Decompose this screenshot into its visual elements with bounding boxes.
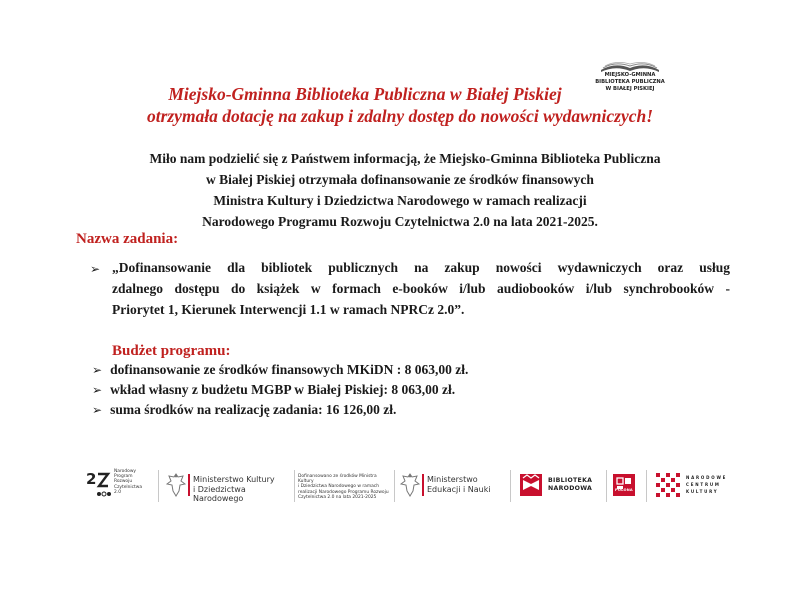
divider <box>294 470 295 502</box>
men-line: Ministerstwo <box>427 475 478 484</box>
nprcz-mark: 2 <box>86 470 97 488</box>
arrow-bullet-icon: ➢ <box>92 363 103 377</box>
funding-note-line: Czytelnictwa 2.0 na lata 2021-2025 <box>298 494 377 500</box>
headline-line-1: Miejsko-Gminna Biblioteka Publiczna w Białej Piskiej <box>168 84 562 104</box>
nprcz-line: Rozwoju <box>114 479 133 485</box>
task-line: Priorytet 1, Kierunek Interwencji 1.1 w ramach NPRCz 2.0”. <box>112 302 465 317</box>
task-heading: Nazwa zadania: <box>76 231 179 247</box>
bn-line: NARODOWA <box>548 484 593 492</box>
arrow-bullet-icon: ➢ <box>92 383 103 397</box>
arrow-bullet-icon: ➢ <box>92 403 103 417</box>
nck-line: KULTURY <box>686 489 719 494</box>
red-accent-bar <box>188 474 190 496</box>
library-logo-line: MIEJSKO-GMINNA <box>604 72 656 78</box>
budget-item <box>92 362 468 378</box>
budget-heading: Budżet programu: <box>112 343 231 359</box>
nprcz-line: Narodowy <box>114 469 137 474</box>
nprcz-line: 2.0 <box>114 489 121 495</box>
nck-pattern-icon <box>656 473 680 497</box>
sponsor-logos-footer <box>0 466 800 510</box>
arrow-bullet-icon: ➢ <box>90 262 101 276</box>
mkdn-line: i Dziedzictwa Narodowego <box>193 484 246 503</box>
men-logo <box>400 466 506 506</box>
polona-icon <box>613 474 635 496</box>
task-line: zdalnego dostępu do książek w formach e-booków i/lub audiobooków i/lub synchrobooków - <box>112 281 730 296</box>
nprcz-line: Czytelnictwa <box>114 484 143 490</box>
nprcz-emblem-icon <box>96 470 112 502</box>
nprcz-logo <box>86 466 152 506</box>
funding-note-line: Dofinansowano ze środków Ministra Kultury <box>298 474 377 485</box>
divider <box>646 470 647 502</box>
intro-line: Narodowego Programu Rozwoju Czytelnictwa 2.0 na lata 2021-2025. <box>202 214 598 229</box>
budget-item-text: suma środków na realizację zadania: 16 126,00 zł. <box>110 402 397 417</box>
headline-line-2: otrzymała dotację na zakup i zdalny dostęp do nowości wydawniczych! <box>146 106 654 126</box>
mkdn-logo <box>166 466 292 506</box>
budget-item-text: dofinansowanie ze środków finansowych MKiDN : 8 063,00 zł. <box>110 362 469 377</box>
divider <box>606 470 607 502</box>
budget-item-text: wkład własny z budżetu MGBP w Białej Piskiej: 8 063,00 zł. <box>110 382 456 397</box>
funding-note-line: i Dziedzictwa Narodowego w ramach <box>298 484 379 490</box>
intro-line: Ministra Kultury i Dziedzictwa Narodowego w ramach realizacji <box>213 193 587 208</box>
polish-eagle-icon <box>400 472 420 498</box>
red-accent-bar <box>422 474 424 496</box>
nck-line: CENTRUM <box>686 482 721 487</box>
task-line: „Dofinansowanie dla bibliotek publicznych na zakup nowości wydawniczych oraz usług <box>112 260 730 275</box>
library-logo-line: BIBLIOTEKA PUBLICZNA <box>595 79 665 85</box>
bn-logo <box>520 466 602 506</box>
bn-emblem-icon <box>520 474 542 496</box>
budget-item <box>92 402 396 418</box>
divider <box>510 470 511 502</box>
nck-logo <box>656 466 732 506</box>
men-line: Edukacji i Nauki <box>427 484 491 494</box>
nck-line: NARODOWE <box>686 475 728 480</box>
intro-line: Miło nam podzielić się z Państwem informacją, że Miejsko-Gminna Biblioteka Publiczna <box>149 151 661 166</box>
library-logo-line: W BIAŁEJ PISKIEJ <box>605 86 655 92</box>
bn-line: BIBLIOTEKA <box>548 477 593 484</box>
funding-note <box>298 466 392 506</box>
divider <box>394 470 395 502</box>
funding-note-line: realizacji Narodowego Programu Rozwoju <box>298 489 389 495</box>
polish-eagle-icon <box>166 472 186 498</box>
polona-label: POLONA <box>615 488 633 492</box>
nprcz-line: Program <box>114 474 133 480</box>
divider <box>158 470 159 502</box>
polona-logo <box>613 466 639 506</box>
intro-line: w Białej Piskiej otrzymała dofinansowanie ze środków finansowych <box>206 172 594 187</box>
budget-item <box>92 382 455 398</box>
mkdn-line: Ministerstwo Kultury <box>193 475 275 484</box>
